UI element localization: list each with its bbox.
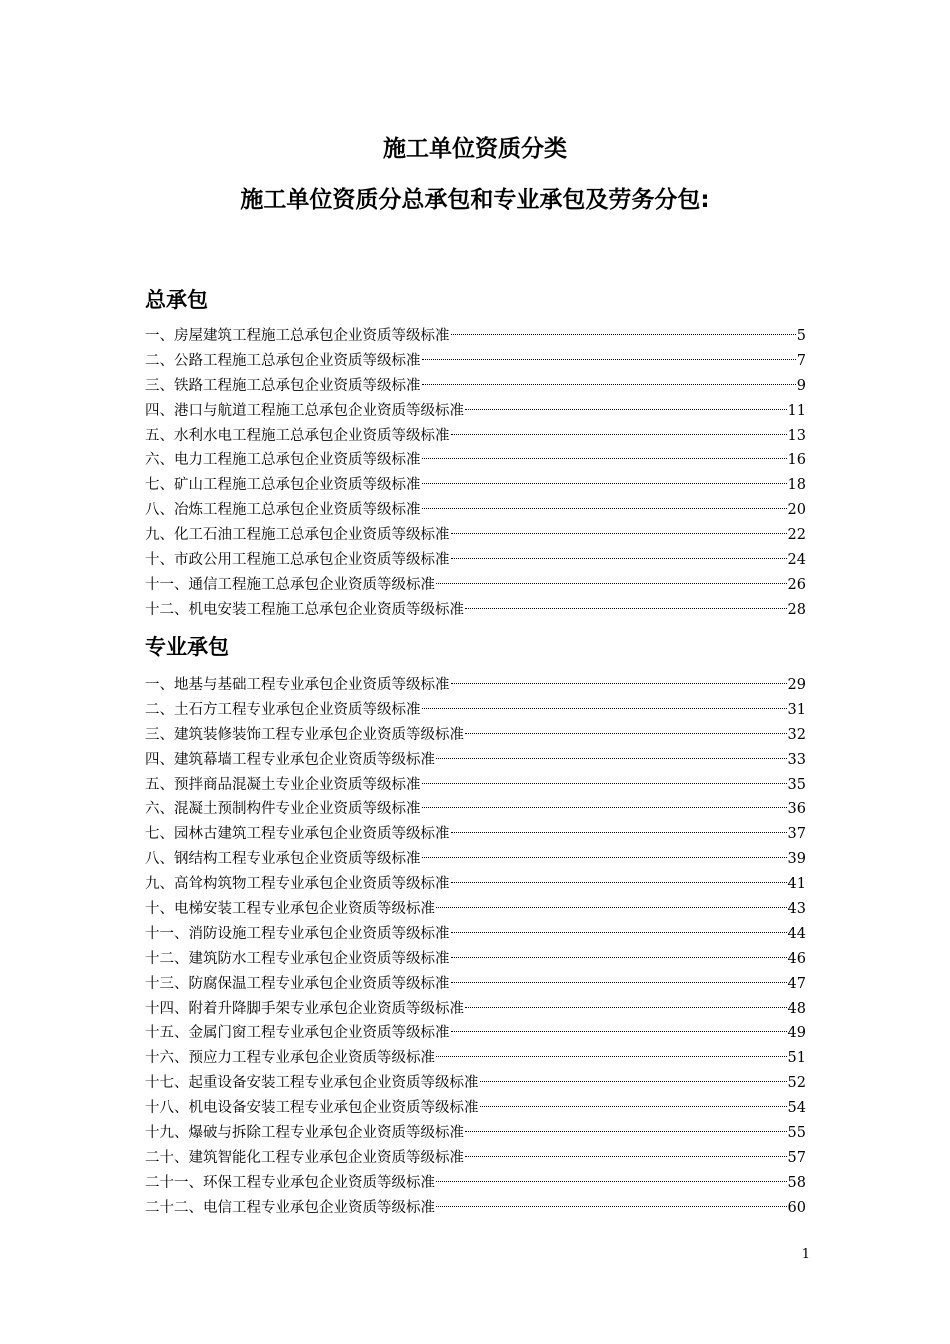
toc-dot-leader [451,832,787,833]
toc-entry-page: 49 [787,1025,806,1042]
toc-dot-leader [422,359,796,360]
toc-entry-label: 八、冶炼工程施工总承包企业资质等级标准 [145,502,421,519]
toc-entry-page: 47 [787,975,806,992]
toc-entry-page: 52 [787,1075,806,1092]
toc-entry[interactable] [145,473,806,498]
toc-entry-label: 二、土石方工程专业承包企业资质等级标准 [145,701,421,718]
toc-dot-leader [465,733,787,734]
toc-entry-label: 二、公路工程施工总承包企业资质等级标准 [145,352,421,369]
document-subtitle: 施工单位资质分总承包和专业承包及劳务分包: [240,187,710,213]
toc-entry-page: 37 [787,826,806,843]
toc-entry-page: 51 [787,1050,806,1067]
toc-dot-leader [436,1181,787,1182]
toc-entry[interactable] [145,673,806,698]
toc-entry-page: 60 [787,1199,806,1216]
toc-entry[interactable] [145,997,806,1022]
toc-entry-label: 十二、建筑防水工程专业承包企业资质等级标准 [145,950,450,967]
toc-entry-page: 11 [787,402,806,419]
toc-entry-label: 十三、防腐保温工程专业承包企业资质等级标准 [145,975,450,992]
toc-entry-page: 48 [787,1000,806,1017]
toc-dot-leader [436,1056,787,1057]
toc-entry[interactable] [145,1071,806,1096]
toc-entry-page: 33 [787,751,806,768]
toc-entry-label: 十六、预应力工程专业承包企业资质等级标准 [145,1050,435,1067]
toc-entry-label: 十一、消防设施工程专业承包企业资质等级标准 [145,925,450,942]
toc-dot-leader [422,708,787,709]
toc-dot-leader [451,932,787,933]
toc-entry[interactable] [145,349,806,374]
toc-entry-label: 三、建筑装修装饰工程专业承包企业资质等级标准 [145,726,464,743]
toc-entry[interactable] [145,598,806,623]
toc-entry[interactable] [145,773,806,798]
section-heading-general: 总承包 [145,288,208,312]
toc-entry-page: 29 [787,677,806,693]
toc-dot-leader [422,857,787,858]
toc-dot-leader [451,1031,787,1032]
toc-entry[interactable] [145,424,806,449]
toc-entry[interactable] [145,797,806,822]
toc-entry-label: 十八、机电设备安装工程专业承包企业资质等级标准 [145,1100,479,1117]
toc-entry-label: 三、铁路工程施工总承包企业资质等级标准 [145,377,421,394]
toc-dot-leader [422,384,796,385]
toc-entry-page: 9 [796,377,806,394]
toc-entry-label: 九、化工石油工程施工总承包企业资质等级标准 [145,527,450,544]
toc-entry[interactable] [145,374,806,399]
toc-entry-page: 16 [787,452,806,469]
toc-entry[interactable] [145,872,806,897]
toc-dot-leader [451,434,787,435]
toc-entry[interactable] [145,1096,806,1121]
toc-dot-leader [422,807,787,808]
toc-entry-label: 二十二、电信工程专业承包企业资质等级标准 [145,1199,435,1216]
toc-entry-page: 43 [787,901,806,918]
document-title: 施工单位资质分类 [383,136,567,162]
toc-dot-leader [465,1156,787,1157]
toc-entry[interactable] [145,822,806,847]
toc-entry[interactable] [145,399,806,424]
toc-entry-label: 六、电力工程施工总承包企业资质等级标准 [145,452,421,469]
toc-entry-page: 55 [787,1125,806,1142]
toc-entry-page: 7 [796,352,806,369]
toc-entry-label: 七、矿山工程施工总承包企业资质等级标准 [145,477,421,494]
toc-entry-label: 十一、通信工程施工总承包企业资质等级标准 [145,576,435,593]
toc-entry[interactable] [145,698,806,723]
toc-entry-page: 32 [787,726,806,743]
toc-dot-leader [451,683,787,684]
toc-entry-label: 六、混凝土预制构件专业企业资质等级标准 [145,801,421,818]
toc-entry-page: 26 [787,576,806,593]
toc-entry[interactable] [145,1196,806,1221]
toc-entry-page: 5 [796,328,806,344]
toc-dot-leader [451,882,787,883]
toc-dot-leader [465,1131,787,1132]
toc-entry-page: 13 [787,427,806,444]
toc-entry[interactable] [145,972,806,997]
toc-entry[interactable] [145,523,806,548]
toc-entry-page: 35 [787,776,806,793]
toc-entry[interactable] [145,1121,806,1146]
toc-entry-label: 十四、附着升降脚手架专业承包企业资质等级标准 [145,1000,464,1017]
page-number: 1 [801,1247,810,1262]
toc-list-general [145,324,806,623]
toc-entry[interactable] [145,947,806,972]
toc-entry-label: 八、钢结构工程专业承包企业资质等级标准 [145,851,421,868]
toc-entry-label: 一、地基与基础工程专业承包企业资质等级标准 [145,677,450,693]
toc-entry-label: 一、房屋建筑工程施工总承包企业资质等级标准 [145,328,450,344]
toc-entry[interactable] [145,548,806,573]
toc-entry-label: 五、水利水电工程施工总承包企业资质等级标准 [145,427,450,444]
toc-entry-page: 58 [787,1174,806,1191]
toc-entry-page: 20 [787,502,806,519]
toc-dot-leader [451,334,796,335]
toc-entry[interactable] [145,1021,806,1046]
toc-list-special [145,673,806,1221]
toc-dot-leader [436,583,787,584]
toc-entry-page: 44 [787,925,806,942]
toc-dot-leader [422,508,787,509]
toc-entry-page: 22 [787,527,806,544]
toc-dot-leader [451,957,787,958]
toc-entry[interactable] [145,847,806,872]
toc-entry[interactable] [145,498,806,523]
toc-dot-leader [451,982,787,983]
toc-entry[interactable] [145,573,806,598]
toc-dot-leader [465,1007,787,1008]
toc-dot-leader [436,758,787,759]
toc-entry[interactable] [145,324,806,349]
toc-entry-page: 36 [787,801,806,818]
section-heading-special: 专业承包 [145,635,229,659]
toc-dot-leader [422,483,787,484]
toc-entry-label: 十、市政公用工程施工总承包企业资质等级标准 [145,552,450,569]
toc-entry[interactable] [145,922,806,947]
toc-entry-page: 54 [787,1100,806,1117]
toc-dot-leader [422,783,787,784]
toc-entry-label: 五、预拌商品混凝土专业企业资质等级标准 [145,776,421,793]
toc-entry-page: 41 [787,876,806,893]
toc-entry[interactable] [145,897,806,922]
toc-entry[interactable] [145,748,806,773]
toc-entry-label: 十五、金属门窗工程专业承包企业资质等级标准 [145,1025,450,1042]
toc-dot-leader [422,458,787,459]
toc-dot-leader [480,1106,787,1107]
toc-entry[interactable] [145,1146,806,1171]
toc-entry-label: 十九、爆破与拆除工程专业承包企业资质等级标准 [145,1125,464,1142]
toc-entry[interactable] [145,1171,806,1196]
toc-entry-page: 18 [787,477,806,494]
toc-entry-label: 十二、机电安装工程施工总承包企业资质等级标准 [145,601,464,618]
toc-dot-leader [451,533,787,534]
toc-entry-label: 七、园林古建筑工程专业承包企业资质等级标准 [145,826,450,843]
toc-entry-label: 四、港口与航道工程施工总承包企业资质等级标准 [145,402,464,419]
toc-dot-leader [465,409,787,410]
toc-entry-page: 57 [787,1149,806,1166]
toc-dot-leader [436,1206,787,1207]
toc-entry-page: 46 [787,950,806,967]
toc-entry[interactable] [145,448,806,473]
toc-entry[interactable] [145,1046,806,1071]
toc-dot-leader [480,1081,787,1082]
toc-entry-label: 二十、建筑智能化工程专业承包企业资质等级标准 [145,1149,464,1166]
toc-dot-leader [465,608,787,609]
toc-entry-label: 四、建筑幕墙工程专业承包企业资质等级标准 [145,751,435,768]
toc-dot-leader [451,558,787,559]
toc-entry-page: 39 [787,851,806,868]
toc-dot-leader [436,907,787,908]
toc-entry-page: 24 [787,552,806,569]
toc-entry-page: 28 [787,601,806,618]
toc-entry-label: 二十一、环保工程专业承包企业资质等级标准 [145,1174,435,1191]
toc-entry-label: 十、电梯安装工程专业承包企业资质等级标准 [145,901,435,918]
toc-entry[interactable] [145,723,806,748]
toc-entry-label: 九、高耸构筑物工程专业承包企业资质等级标准 [145,876,450,893]
toc-entry-label: 十七、起重设备安装工程专业承包企业资质等级标准 [145,1075,479,1092]
toc-entry-page: 31 [787,701,806,718]
